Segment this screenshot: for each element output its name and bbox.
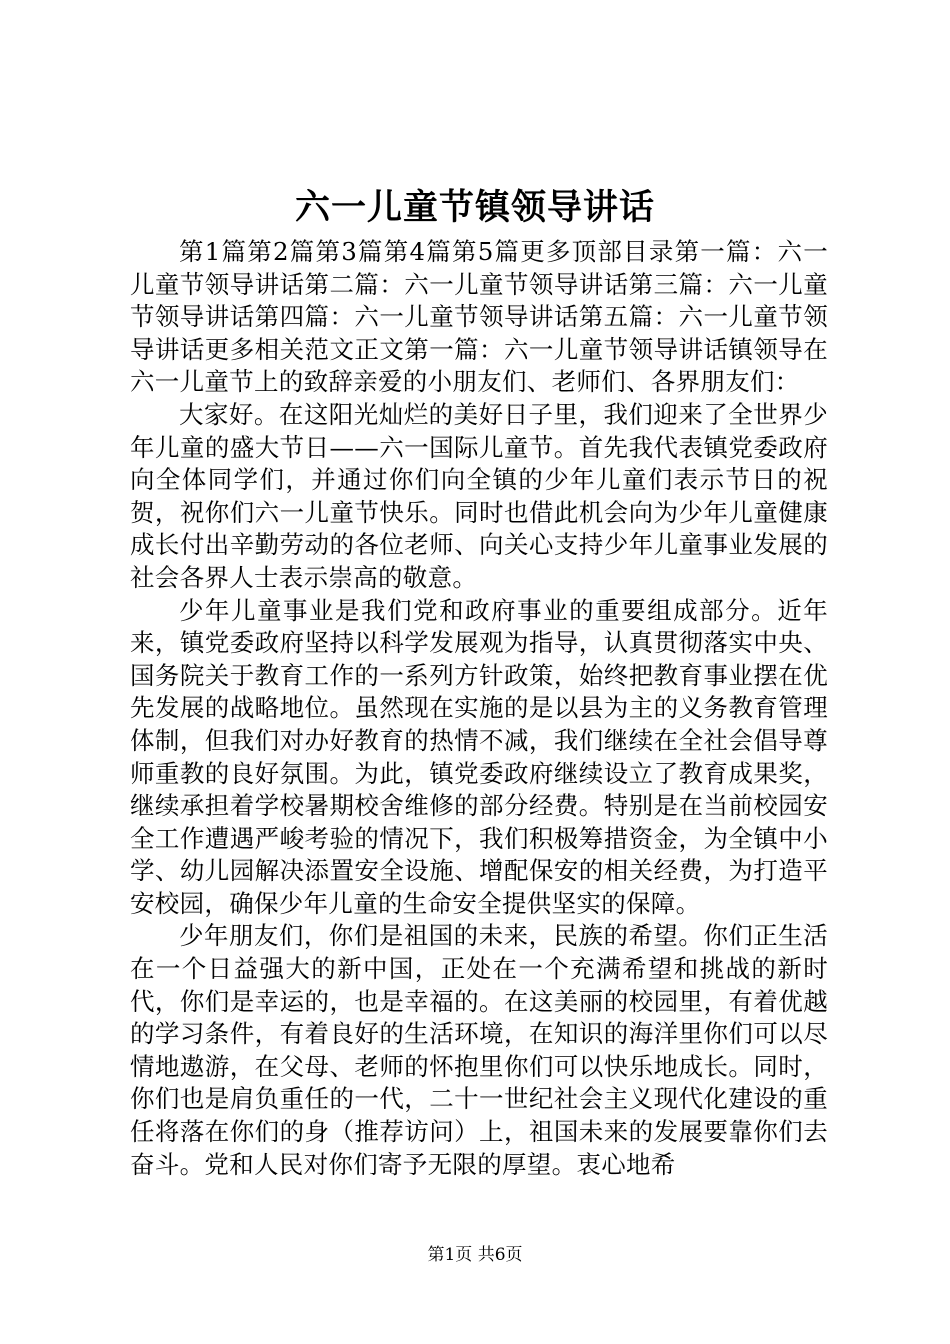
paragraph-education: 少年儿童事业是我们党和政府事业的重要组成部分。近年来，镇党委政府坚持以科学发展观为指导，认真贯彻落实中央、国务院关于教育工作的一系列方针政策，始终把教育事业摆在优先发展的战略地位。虽然现在实施的是以县为主的义务教育管理体制，但我们对办好教育的热情不减，我们继续在全社会倡导尊师重教的良好氛围。为此，镇党委政府继续设立了教育成果奖，继续承担着学校暑期校舍维修的部分经费。特别是在当前校园安全工作遭遇严峻考验的情况下，我们积极筹措资金，为全镇中小学、幼儿园解决添置安全设施、增配保安的相关经费，为打造平安校园，确保少年儿童的生命安全提供坚实的保障。 [130,595,828,918]
page-number-footer: 第1页 共6页 [427,1245,523,1265]
paragraph-youth: 少年朋友们，你们是祖国的未来，民族的希望。你们正生活在一个日益强大的新中国，正处在一个充满希望和挑战的新时代，你们是幸运的，也是幸福的。在这美丽的校园里，有着优越的学习条件，有着良好的生活环境，在知识的海洋里你们可以尽情地遨游，在父母、老师的怀抱里你们可以快乐地成长。同时，你们也是肩负重任的一代，二十一世纪社会主义现代化建设的重任将落在你们的身（推荐访问）上，祖国未来的发展要靠你们去奋斗。党和人民对你们寄予无限的厚望。衷心地希 [130,921,828,1179]
document-title: 六一儿童节镇领导讲话 [294,187,655,228]
paragraph-greeting: 大家好。在这阳光灿烂的美好日子里，我们迎来了全世界少年儿童的盛大节日——六一国际儿童节。首先我代表镇党委政府向全体同学们，并通过你们向全镇的少年儿童们表示节日的祝贺，祝你们六一儿童节快乐。同时也借此机会向为少年儿童健康成长付出辛勤劳动的各位老师、向关心支持少年儿童事业发展的社会各界人士表示崇高的敬意。 [130,399,828,592]
paragraph-toc: 第1篇第2篇第3篇第4篇第5篇更多顶部目录第一篇：六一儿童节领导讲话第二篇：六一儿童节领导讲话第三篇：六一儿童节领导讲话第四篇：六一儿童节领导讲话第五篇：六一儿童节领导讲话更多相关范文正文第一篇：六一儿童节领导讲话镇领导在六一儿童节上的致辞亲爱的小朋友们、老师们、各界朋友们： [130,237,828,397]
document-body [130,236,828,1181]
